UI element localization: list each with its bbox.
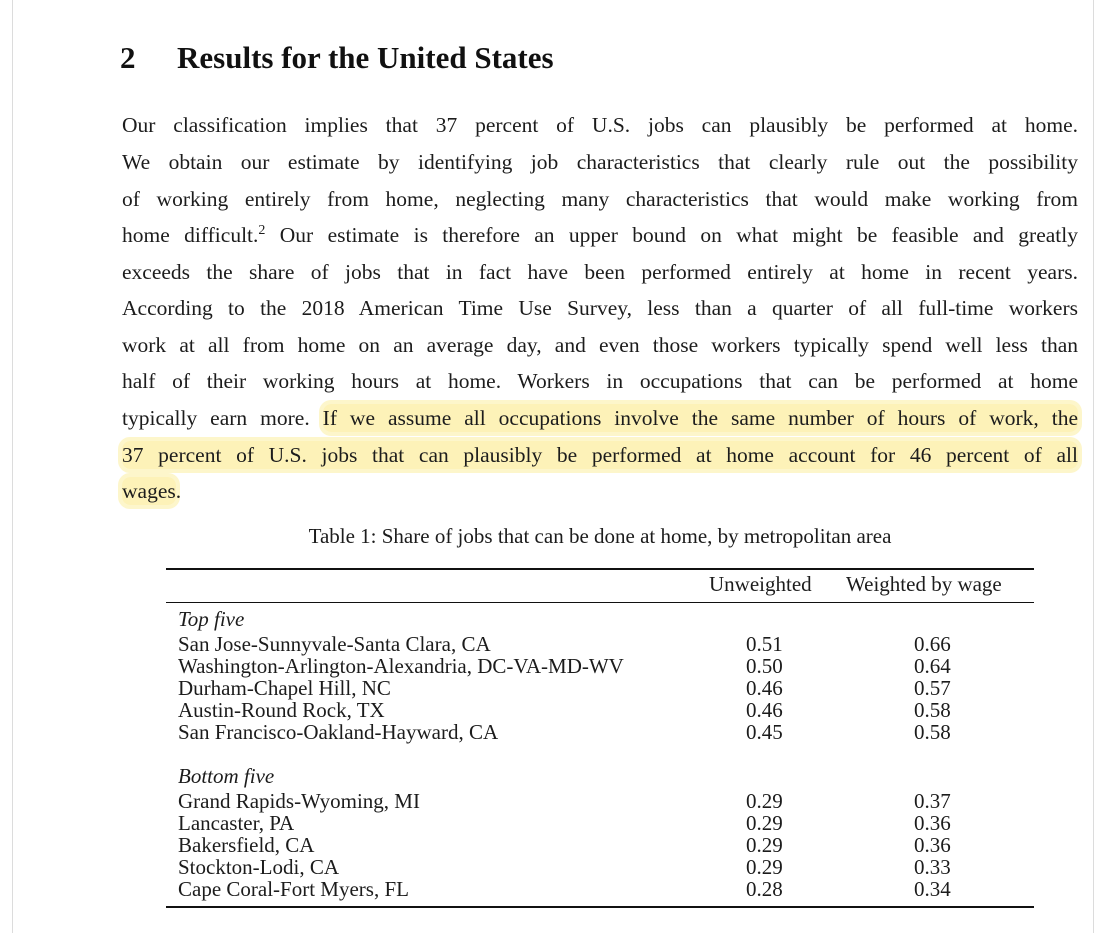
unweighted-value: 0.29 xyxy=(746,833,783,857)
unweighted-value: 0.50 xyxy=(746,654,783,678)
line-text: typically earn more. xyxy=(122,406,323,430)
unweighted-value: 0.29 xyxy=(746,811,783,835)
line-text: home difficult. xyxy=(122,223,259,247)
unweighted-value: 0.46 xyxy=(746,698,783,722)
weighted-value: 0.58 xyxy=(914,720,951,744)
section-title: Results for the United States xyxy=(177,40,554,75)
unweighted-value: 0.46 xyxy=(746,676,783,700)
weighted-value: 0.58 xyxy=(914,698,951,722)
paragraph-line xyxy=(122,437,1078,474)
unweighted-value: 0.28 xyxy=(746,877,783,901)
table-row xyxy=(0,677,1100,699)
metro-name: Stockton-Lodi, CA xyxy=(178,855,339,879)
paragraph-line: According to the 2018 American Time Use Survey, less than a quarter of all full-time workers xyxy=(122,296,1078,320)
unweighted-value: 0.29 xyxy=(746,789,783,813)
highlighted-text: If we assume all occupations involve the same number of hours of work, the xyxy=(322,406,1078,430)
metro-name: Austin-Round Rock, TX xyxy=(178,698,385,722)
line-text: . xyxy=(175,479,182,503)
group-label-bottom-five: Bottom five xyxy=(178,764,275,788)
paragraph-line: We obtain our estimate by identifying job characteristics that clearly rule out the possibility xyxy=(122,150,1078,174)
paragraph-line: half of their working hours at home. Workers in occupations that can be performed at home xyxy=(122,369,1078,393)
column-header-weighted: Weighted by wage xyxy=(846,572,1002,596)
metro-name: Durham-Chapel Hill, NC xyxy=(178,676,391,700)
metro-name: Cape Coral-Fort Myers, FL xyxy=(178,877,409,901)
line-text: Our estimate is therefore an upper bound on what might be feasible and greatly xyxy=(265,223,1078,247)
paragraph-line: work at all from home on an average day, and even those workers typically spend well less than xyxy=(122,333,1078,357)
table-row xyxy=(0,878,1100,900)
metro-name: Washington-Arlington-Alexandria, DC-VA-MD-WV xyxy=(178,654,624,678)
unweighted-value: 0.51 xyxy=(746,632,783,656)
section-number: 2 xyxy=(120,40,136,75)
table-bottom-rule xyxy=(166,906,1034,908)
table-caption: Table 1: Share of jobs that can be done at home, by metropolitan area xyxy=(308,524,892,548)
table-row xyxy=(0,633,1100,655)
table-row xyxy=(0,856,1100,878)
weighted-value: 0.36 xyxy=(914,833,951,857)
metro-name: Bakersfield, CA xyxy=(178,833,315,857)
paragraph-line: exceeds the share of jobs that in fact have been performed entirely at home in recent years. xyxy=(122,260,1078,284)
weighted-value: 0.36 xyxy=(914,811,951,835)
highlighted-text: wages xyxy=(122,479,176,503)
group-label-top-five: Top five xyxy=(178,607,245,631)
weighted-value: 0.37 xyxy=(914,789,951,813)
unweighted-value: 0.29 xyxy=(746,855,783,879)
metro-name: San Jose-Sunnyvale-Santa Clara, CA xyxy=(178,632,491,656)
weighted-value: 0.34 xyxy=(914,877,951,901)
weighted-value: 0.64 xyxy=(914,654,951,678)
footnote-marker[interactable]: 2 xyxy=(258,223,266,238)
weighted-value: 0.66 xyxy=(914,632,951,656)
table-top-rule xyxy=(166,568,1034,570)
table-row xyxy=(0,834,1100,856)
table-row xyxy=(0,699,1100,721)
unweighted-value: 0.45 xyxy=(746,720,783,744)
highlighted-text: 37 percent of U.S. jobs that can plausibly be performed at home account for 46 percent of all xyxy=(122,443,1078,467)
table-header-rule xyxy=(166,602,1034,603)
paragraph-line xyxy=(122,473,1078,510)
paragraph-line: Our classification implies that 37 percent of U.S. jobs can plausibly be performed at home. xyxy=(122,113,1078,137)
section-heading xyxy=(120,40,554,76)
weighted-value: 0.33 xyxy=(914,855,951,879)
paragraph-line xyxy=(122,217,1078,254)
table-row xyxy=(0,655,1100,677)
table-row xyxy=(0,721,1100,743)
paragraph-line: of working entirely from home, neglecting many characteristics that would make working from xyxy=(122,187,1078,211)
table-row xyxy=(0,812,1100,834)
weighted-value: 0.57 xyxy=(914,676,951,700)
paragraph-line xyxy=(122,400,1078,437)
metro-name: San Francisco-Oakland-Hayward, CA xyxy=(178,720,499,744)
column-header-unweighted: Unweighted xyxy=(709,572,812,596)
metro-name: Lancaster, PA xyxy=(178,811,295,835)
table-row xyxy=(0,790,1100,812)
metro-name: Grand Rapids-Wyoming, MI xyxy=(178,789,420,813)
